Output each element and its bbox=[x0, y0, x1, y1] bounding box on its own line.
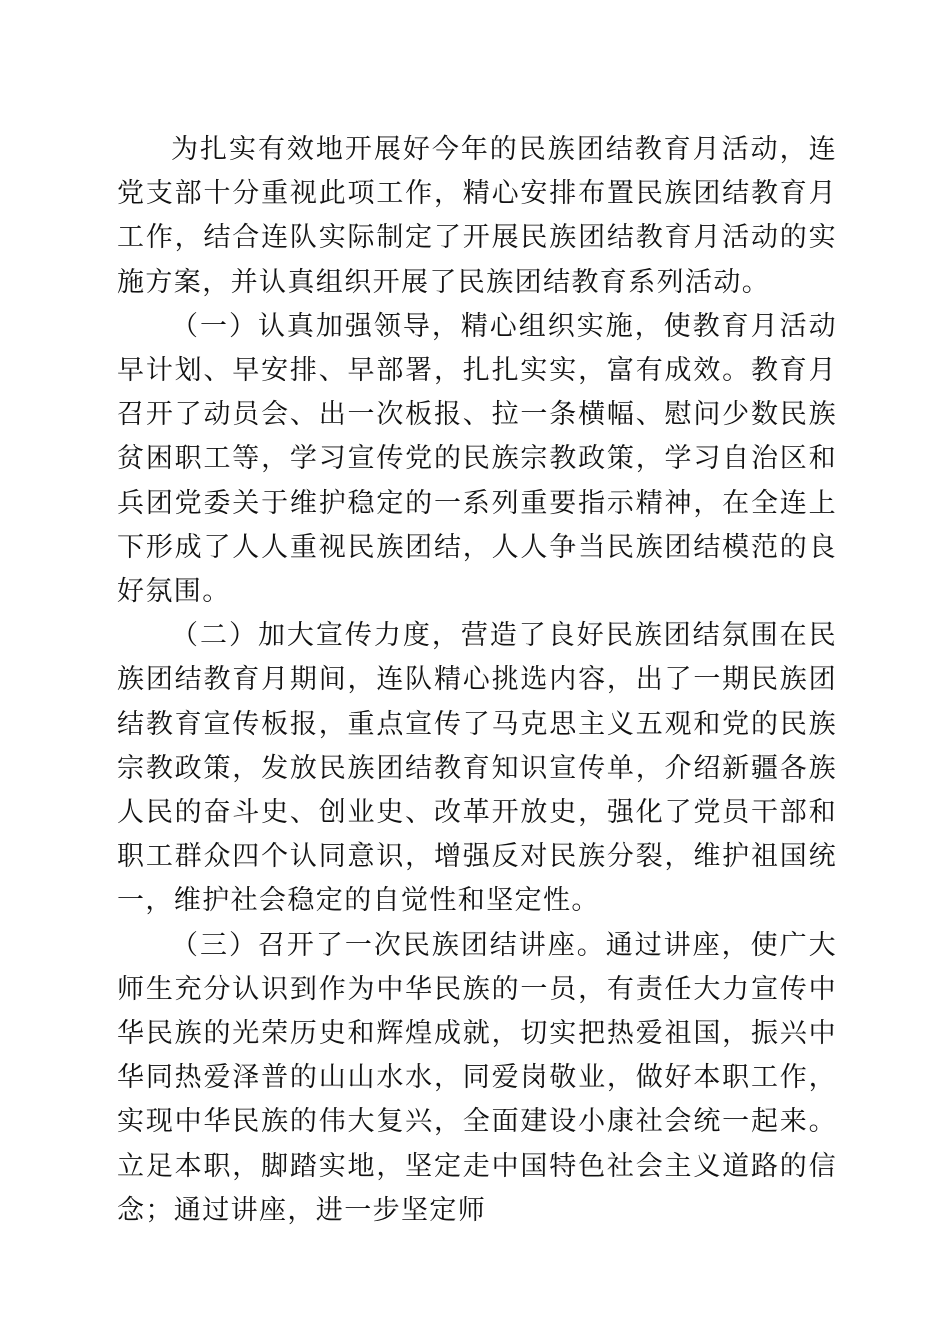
paragraph-intro: 为扎实有效地开展好今年的民族团结教育月活动，连党支部十分重视此项工作，精心安排布置民族团结教育月工作，结合连队实际制定了开展民族团结教育月活动的实施方案，并认真组织开展了民族团结教育系列活动。 bbox=[117, 134, 837, 298]
paragraph-section-2: （二）加大宣传力度，营造了良好民族团结氛围在民族团结教育月期间，连队精心挑选内容，出了一期民族团结教育宣传板报，重点宣传了马克思主义五观和党的民族宗教政策，发放民族团结教育知识宣传单，介绍新疆各族人民的奋斗史、创业史、改革开放史，强化了党员干部和职工群众四个认同意识，增强反对民族分裂，维护祖国统一，维护社会稳定的自觉性和坚定性。 bbox=[117, 620, 837, 917]
paragraph-section-1: （一）认真加强领导，精心组织实施，使教育月活动早计划、早安排、早部署，扎扎实实，富有成效。教育月召开了动员会、出一次板报、拉一条横幅、慰问少数民族贫困职工等，学习宣传党的民族宗教政策，学习自治区和兵团党委关于维护稳定的一系列重要指示精神，在全连上下形成了人人重视民族团结，人人争当民族团结模范的良好氛围。 bbox=[117, 310, 837, 608]
document-body bbox=[117, 128, 837, 1233]
paragraph-section-3: （三）召开了一次民族团结讲座。通过讲座，使广大师生充分认识到作为中华民族的一员，有责任大力宣传中华民族的光荣历史和辉煌成就，切实把热爱祖国，振兴中华同热爱泽普的山山水水，同爱岗敬业，做好本职工作，实现中华民族的伟大复兴，全面建设小康社会统一起来。立足本职，脚踏实地，坚定走中国特色社会主义道路的信念；通过讲座，进一步坚定师 bbox=[117, 929, 837, 1226]
